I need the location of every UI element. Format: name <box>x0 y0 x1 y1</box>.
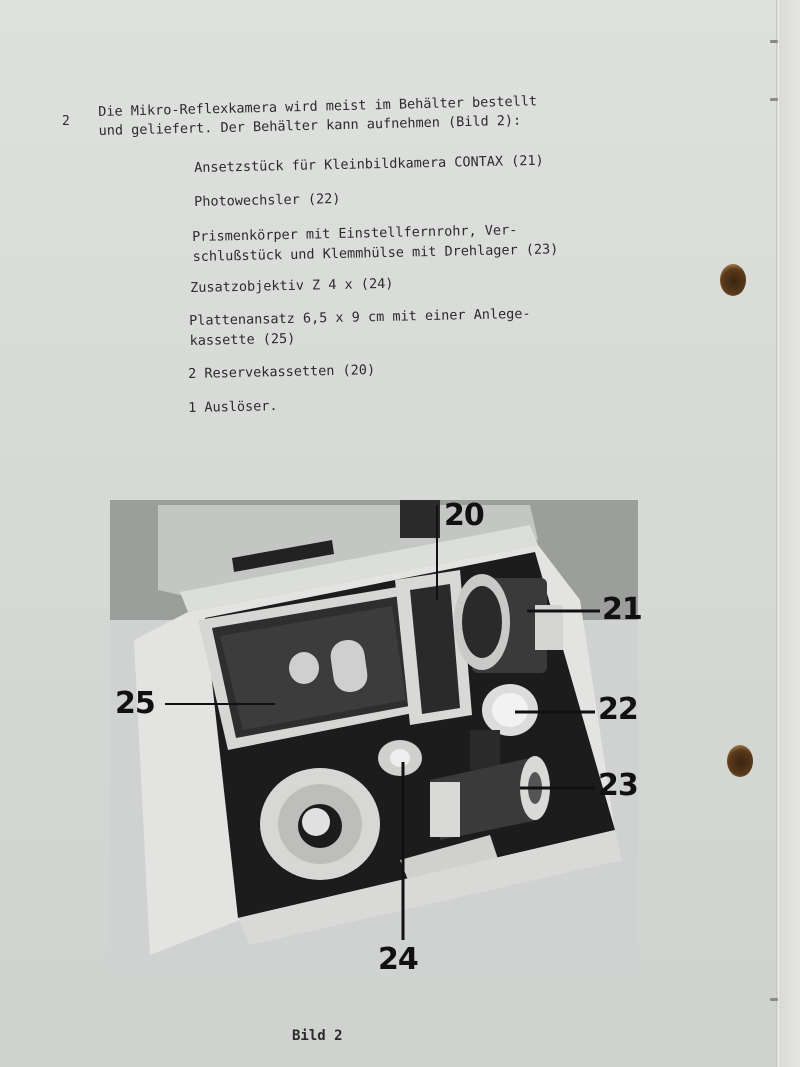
list-item-line: Prismenkörper mit Einstellfernrohr, Ver- <box>192 222 518 245</box>
list-item-line: Zusatzobjektiv Z 4 x (24) <box>190 275 394 296</box>
list-item-line: Plattenansatz 6,5 x 9 cm mit einer Anlege- <box>189 305 531 329</box>
callout-label-22: 22 <box>598 692 638 727</box>
intro-line: und geliefert. Der Behälter kann aufnehmen (Bild 2): <box>98 112 522 139</box>
intro-line: Die Mikro-Reflexkamera wird meist im Behälter bestellt <box>98 93 538 120</box>
list-item-line: Ansetzstück für Kleinbildkamera CONTAX (21) <box>194 152 544 176</box>
list-item-line: schlußstück und Klemmhülse mit Drehlager (23) <box>192 241 559 265</box>
callout-label-25: 25 <box>115 686 155 721</box>
list-item-line: Photowechsler (22) <box>194 190 341 210</box>
list-item-line: 2 Reservekassetten (20) <box>188 362 376 382</box>
list-item-line: kassette (25) <box>189 330 296 349</box>
callout-label-21: 21 <box>602 592 642 627</box>
callout-label-20: 20 <box>444 498 484 533</box>
callout-label-23: 23 <box>598 768 638 803</box>
paragraph-number: 2 <box>62 114 70 129</box>
callout-label-24: 24 <box>378 942 418 977</box>
list-item-line: 1 Auslöser. <box>188 398 278 416</box>
figure-caption: Bild 2 <box>292 1028 343 1044</box>
